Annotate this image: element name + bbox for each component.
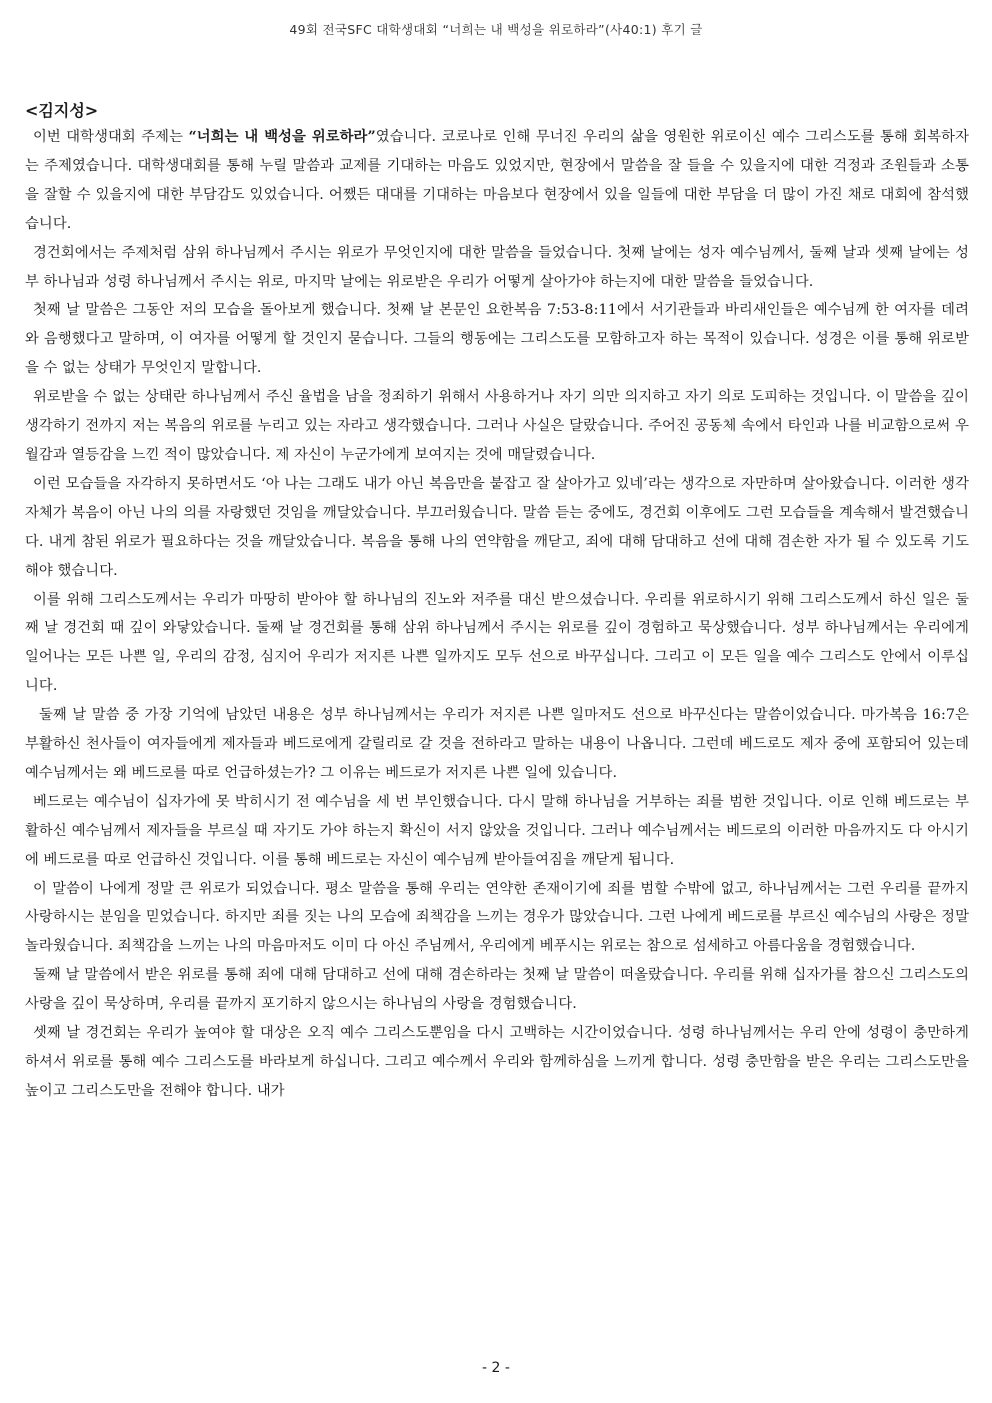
paragraph: 둘째 날 말씀 중 가장 기억에 남았던 내용은 성부 하나님께서는 우리가 저지른 나쁜 일마저도 선으로 바꾸신다는 말씀이었습니다. 마가복음 16:7은 부활하신 천사들이 여자들에게 제자들과 베드로에게 갈릴리로 갈 것을 전하라고 말하는 내용이 나옵니다. 그런데 베드로도 제자 중에 포함되어 있는데 예수님께서는 왜 베드로를 따로 언급하셨는가? 그 이유는 베드로가 저지른 나쁜 일에 있습니다. [25,707,969,781]
page-number: - 2 - [482,1360,510,1376]
paragraph: 위로받을 수 없는 상태란 하나님께서 주신 율법을 남을 정죄하기 위해서 사용하거나 자기 의만 의지하고 자기 의로 도피하는 것입니다. 이 말씀을 깊이 생각하기 전까지 저는 복음의 위로를 누리고 있는 자라고 생각했습니다. 그러나 사실은 달랐습니다. 주어진 공동체 속에서 타인과 나를 비교함으로써 우월감과 열등감을 느낀 적이 많았습니다. 제 자신이 누군가에게 보여지는 것에 매달렸습니다. [25,389,969,463]
paragraph: 이런 모습들을 자각하지 못하면서도 ‘아 나는 그래도 내가 아닌 복음만을 붙잡고 잘 살아가고 있네’라는 생각으로 자만하며 살아왔습니다. 이러한 생각 자체가 복음이 아닌 나의 의를 자랑했던 것임을 깨달았습니다. 부끄러웠습니다. 말씀 듣는 중에도, 경건회 이후에도 그런 모습들을 계속해서 발견했습니다. 내게 참된 위로가 필요하다는 것을 깨달았습니다. 복음을 통해 나의 연약함을 깨닫고, 죄에 대해 담대하고 선에 대해 겸손한 자가 될 수 있도록 기도해야 했습니다. [25,475,969,579]
paragraph-lead: 이번 대학생대회 주제는 [33,129,189,145]
paragraph: 베드로는 예수님이 십자가에 못 박히시기 전 예수님을 세 번 부인했습니다. 다시 말해 하나님을 거부하는 죄를 범한 것입니다. 이로 인해 베드로는 부활하신 예수님께서 제자들을 부르실 때 자기도 가야 하는지 확신이 서지 않았을 것입니다. 그러나 예수님께서는 베드로의 이러한 마음까지도 다 아시기에 베드로를 따로 언급하신 것입니다. 이를 통해 베드로는 자신이 예수님께 받아들여짐을 깨닫게 됩니다. [25,793,969,868]
paragraph-rest: 였습니다. 코로나로 인해 무너진 우리의 삶을 영원한 위로이신 예수 그리스도를 통해 회복하자는 주제였습니다. 대학생대회를 통해 누릴 말씀과 교제를 기대하는 마음도 있었지만, 현장에서 말씀을 잘 들을 수 있을지에 대한 걱정과 조원들과 소통을 잘할 수 있을지에 대한 부담감도 있었습니다. 어쨌든 대대를 기대하는 마음보다 현장에서 있을 일들에 대한 부담을 더 많이 가진 채로 대회에 참석했습니다. [25,129,970,232]
running-header: 49회 전국SFC 대학생대회 “너희는 내 백성을 위로하라”(사40:1) 후기 글 [289,22,703,37]
paragraph: 셋째 날 경건회는 우리가 높여야 할 대상은 오직 예수 그리스도뿐임을 다시 고백하는 시간이었습니다. 성령 하나님께서는 우리 안에 성령이 충만하게 하셔서 위로를 통해 예수 그리스도를 바라보게 하십니다. 그리고 예수께서 우리와 함께하심을 느끼게 합니다. 성령 충만함을 받은 우리는 그리스도만을 높이고 그리스도만을 전해야 합니다. 내가 [25,1025,969,1099]
paragraph [25,123,969,239]
theme-title: “너희는 내 백성을 위로하라” [188,129,376,145]
paragraph: 첫째 날 말씀은 그동안 저의 모습을 돌아보게 했습니다. 첫째 날 본문인 요한복음 7:53-8:11에서 서기관들과 바리새인들은 예수님께 한 여자를 데려와 음행했다고 말하며, 이 여자를 어떻게 할 것인지 묻습니다. 그들의 행동에는 그리스도를 모함하고자 하는 목적이 있습니다. 성경은 이를 통해 위로받을 수 없는 상태가 무엇인지 말합니다. [25,302,969,377]
paragraph: 둘째 날 말씀에서 받은 위로를 통해 죄에 대해 담대하고 선에 대해 겸손하라는 첫째 날 말씀이 떠올랐습니다. 우리를 위해 십자가를 참으신 그리스도의 사랑을 깊이 묵상하며, 우리를 끝까지 포기하지 않으시는 하나님의 사랑을 경험했습니다. [25,967,969,1013]
paragraph: 이를 위해 그리스도께서는 우리가 마땅히 받아야 할 하나님의 진노와 저주를 대신 받으셨습니다. 우리를 위로하시기 위해 그리스도께서 하신 일은 둘째 날 경건회 때 깊이 와닿았습니다. 둘째 날 경건회를 통해 삼위 하나님께서 주시는 위로를 깊이 경험하고 묵상했습니다. 성부 하나님께서는 우리에게 일어나는 모든 나쁜 일, 우리의 감정, 심지어 우리가 저지른 나쁜 일까지도 모두 선으로 바꾸십니다. 그리고 이 모든 일을 예수 그리스도 안에서 이루십니다. [25,591,969,695]
paragraph: 이 말씀이 나에게 정말 큰 위로가 되었습니다. 평소 말씀을 통해 우리는 연약한 존재이기에 죄를 범할 수밖에 없고, 하나님께서는 그런 우리를 끝까지 사랑하시는 분임을 믿었습니다. 하지만 죄를 짓는 나의 모습에 죄책감을 느끼는 경우가 많았습니다. 그런 나에게 베드로를 부르신 예수님의 사랑은 정말 놀라웠습니다. 죄책감을 느끼는 나의 마음마저도 이미 다 아신 주님께서, 우리에게 베푸시는 위로는 참으로 섬세하고 아름다움을 경험했습니다. [25,880,969,955]
essay-body [25,123,969,1106]
author-name: <김지성> [25,101,99,120]
paragraph: 경건회에서는 주제처럼 삼위 하나님께서 주시는 위로가 무엇인지에 대한 말씀을 들었습니다. 첫째 날에는 성자 예수님께서, 둘째 날과 셋째 날에는 성부 하나님과 성령 하나님께서 주시는 위로, 마지막 날에는 위로받은 우리가 어떻게 살아가야 하는지에 대한 말씀을 들었습니다. [25,244,969,290]
